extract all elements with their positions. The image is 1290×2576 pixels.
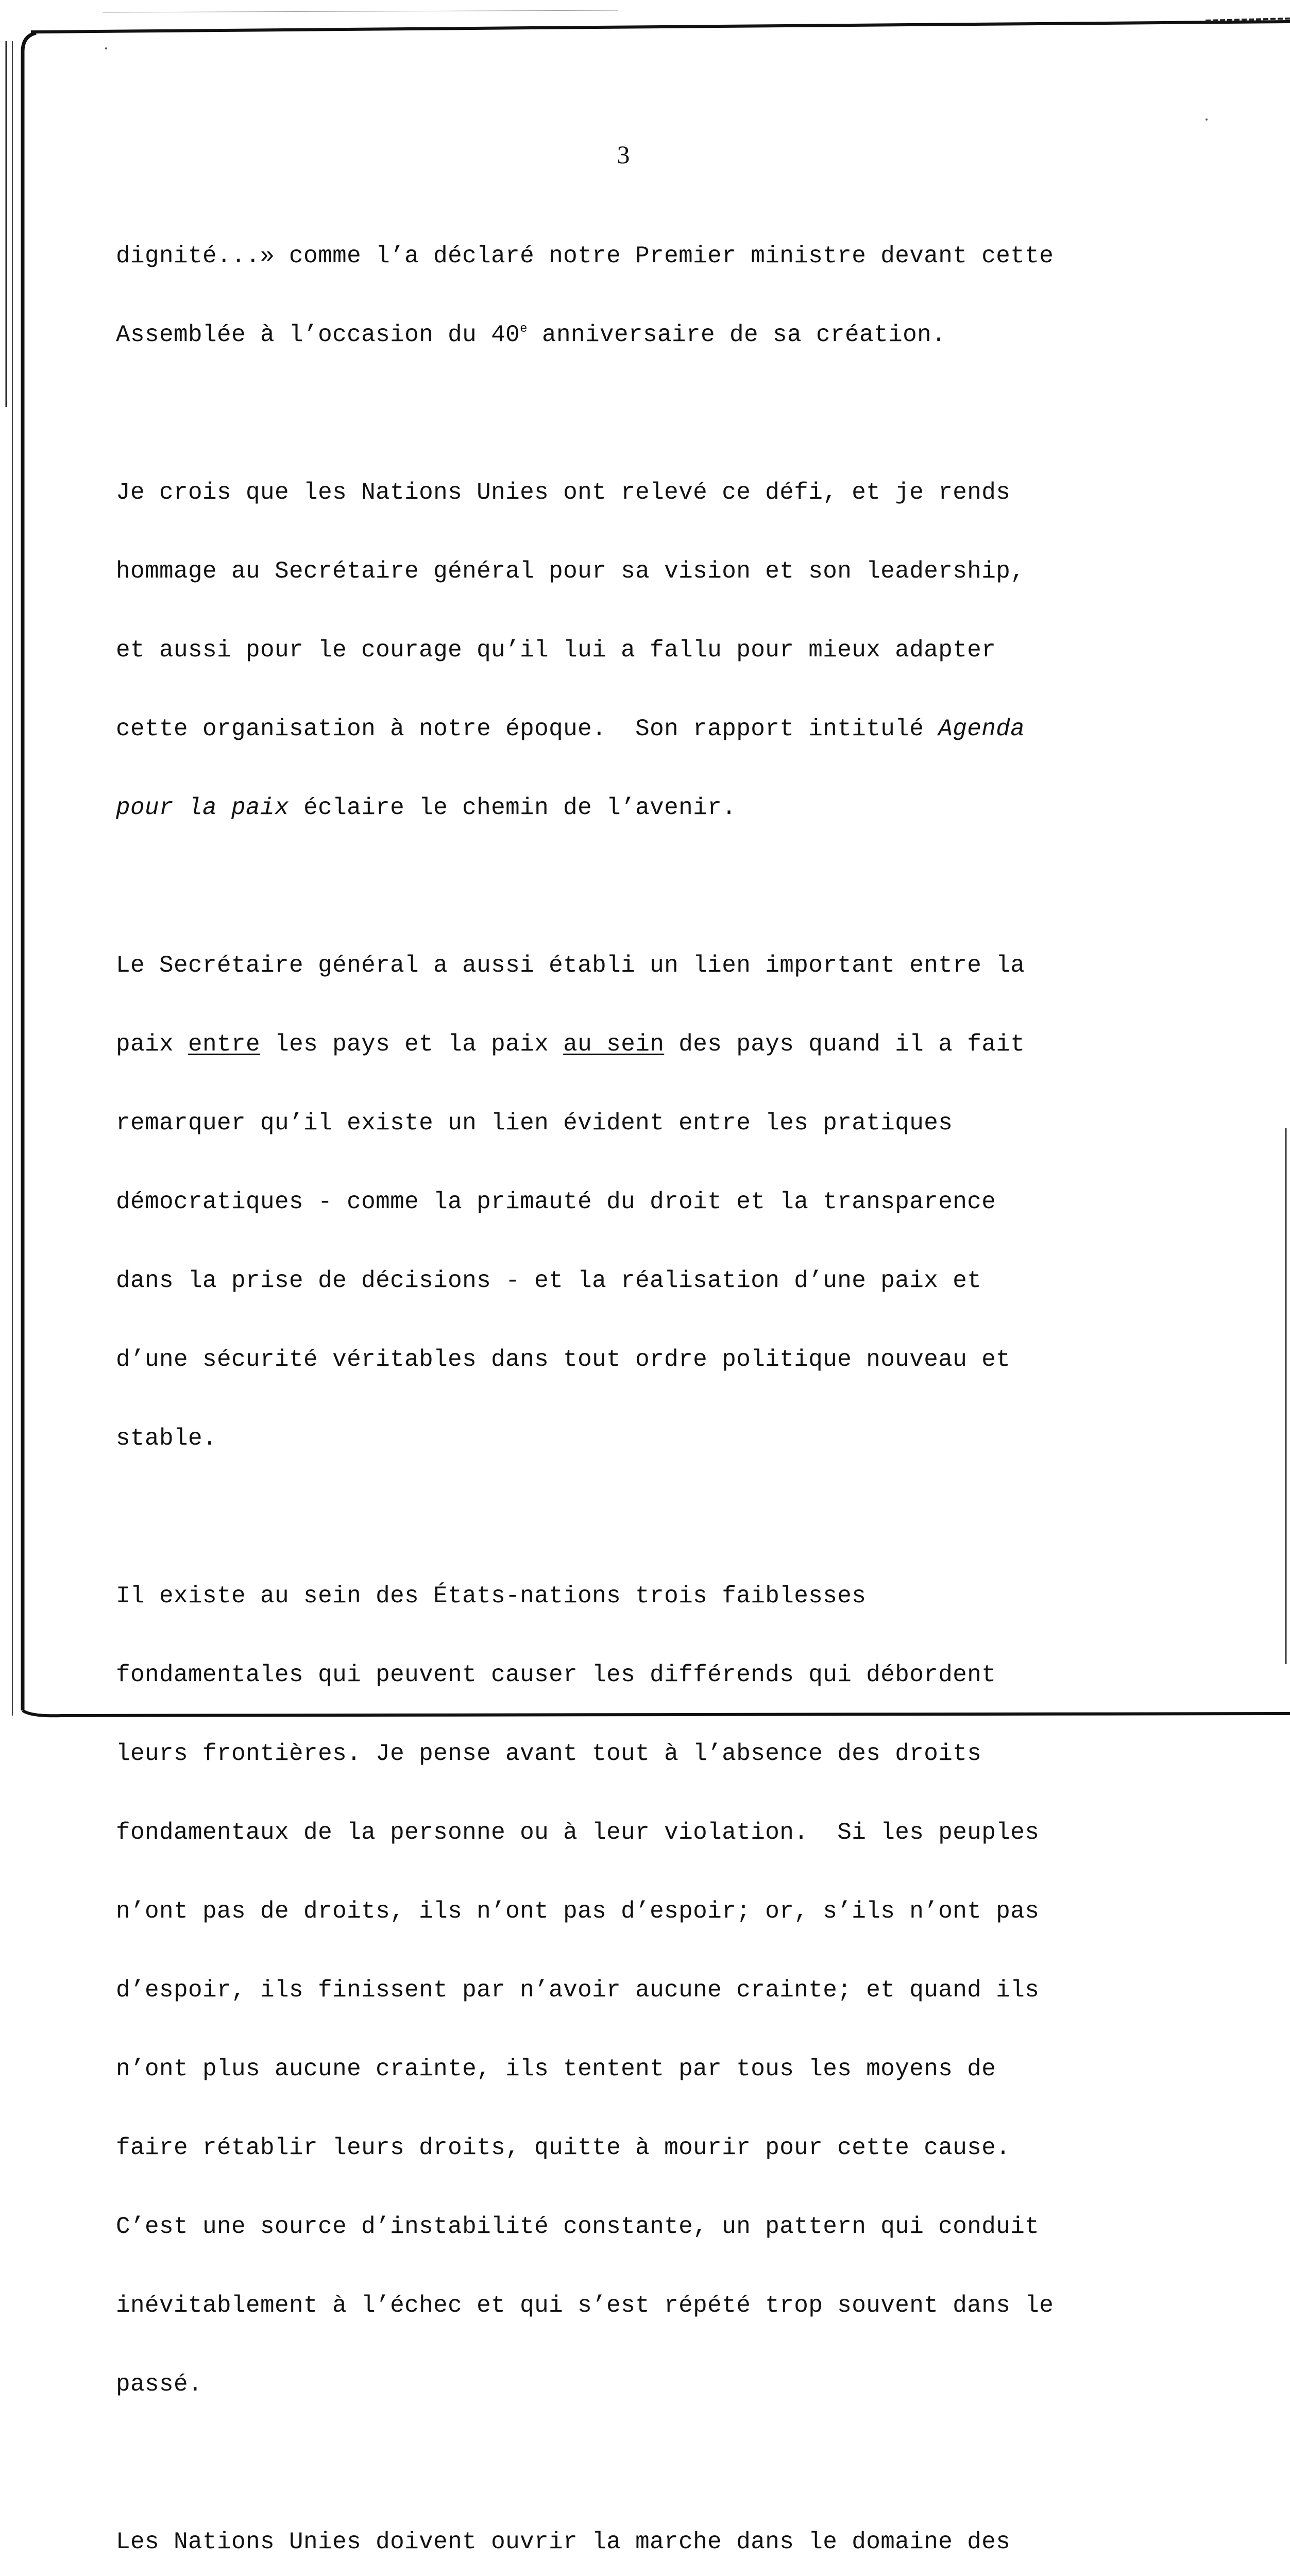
paragraph: [116, 2477, 1187, 2576]
text-line: hommage au Secrétaire général pour sa vision et son leadership,: [116, 558, 1025, 585]
underlined-word: entre: [188, 1031, 261, 1058]
text-line: Les Nations Unies doivent ouvrir la marche dans le domaine des: [116, 2529, 1011, 2555]
text-line: faire rétablir leurs droits, quitte à mourir pour cette cause.: [116, 2134, 1011, 2161]
text-line: n’ont plus aucune crainte, ils tentent par tous les moyens de: [116, 2056, 996, 2082]
report-title-italic: Agenda: [938, 716, 1025, 742]
underlined-word: au sein: [563, 1031, 665, 1058]
paragraph: [116, 1531, 1187, 2450]
text-line: C’est une source d’instabilité constante, un pattern qui conduit: [116, 2213, 1040, 2240]
text-line: Assemblée à l’occasion du 40e anniversaire de sa création.: [116, 321, 946, 348]
text-line: paix entre les pays et la paix au sein des pays quand il a fait: [116, 1031, 1025, 1058]
text-line: et aussi pour le courage qu’il lui a fallu pour mieux adapter: [116, 637, 996, 664]
report-title-italic: pour la paix: [116, 794, 290, 821]
text-line: fondamentales qui peuvent causer les différends qui débordent: [116, 1662, 996, 1688]
text-line: cette organisation à notre époque. Son rapport intitulé Agenda: [116, 716, 1025, 742]
text-line: fondamentaux de la personne ou à leur violation. Si les peuples: [116, 1819, 1040, 1846]
text-line: stable.: [116, 1425, 217, 1452]
paragraph: [116, 900, 1187, 1504]
text-line: démocratiques - comme la primauté du droit et la transparence: [116, 1189, 996, 1215]
paragraph: [116, 427, 1187, 874]
text-line: n’ont pas de droits, ils n’ont pas d’espoir; or, s’ils n’ont pas: [116, 1898, 1040, 1925]
text-line: d’une sécurité véritables dans tout ordre politique nouveau et: [116, 1346, 1011, 1373]
ordinal-superscript: e: [520, 322, 528, 336]
text-line: Le Secrétaire général a aussi établi un lien important entre la: [116, 952, 1025, 979]
text-line: pour la paix éclaire le chemin de l’avenir.: [116, 794, 737, 821]
text-line: dignité...» comme l’a déclaré notre Premier ministre devant cette: [116, 243, 1054, 269]
page-number: 3: [617, 140, 630, 169]
text-line: inévitablement à l’échec et qui s’est répété trop souvent dans le: [116, 2292, 1054, 2319]
paragraph: [116, 191, 1187, 401]
text-line: d’espoir, ils finissent par n’avoir aucune crainte; et quand ils: [116, 1977, 1040, 2004]
text-line: Je crois que les Nations Unies ont relevé ce défi, et je rends: [116, 479, 1011, 506]
text-line: dans la prise de décisions - et la réalisation d’une paix et: [116, 1267, 982, 1294]
text-line: passé.: [116, 2371, 203, 2398]
document-body: [116, 191, 1187, 2576]
text-line: leurs frontières. Je pense avant tout à l’absence des droits: [116, 1740, 982, 1767]
text-line: Il existe au sein des États-nations trois faiblesses: [116, 1583, 867, 1609]
text-line: remarquer qu’il existe un lien évident entre les pratiques: [116, 1110, 953, 1137]
